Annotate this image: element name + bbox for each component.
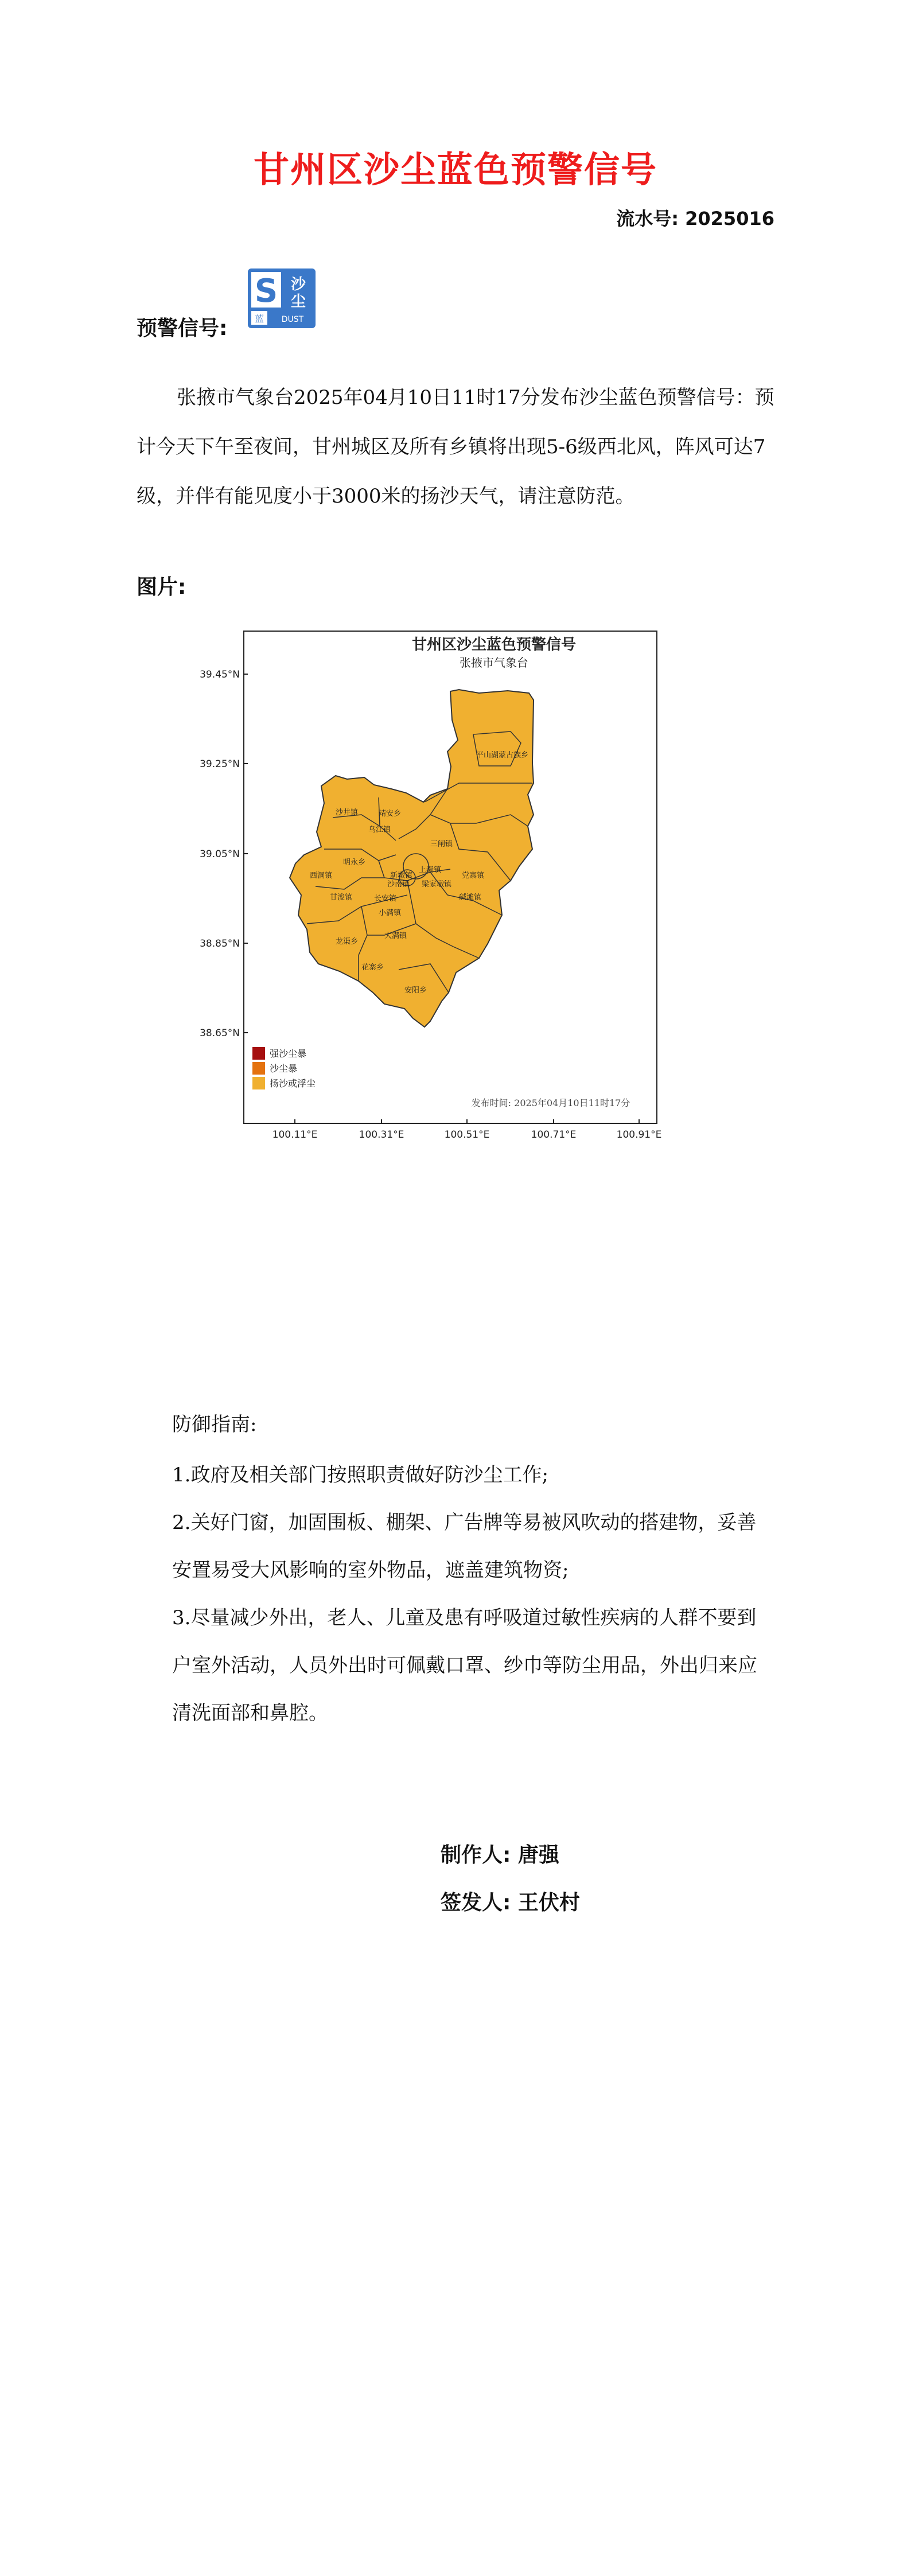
town-label: 三闸镇 bbox=[430, 840, 453, 849]
lon-tick: 100.31°E bbox=[359, 1129, 404, 1141]
producer: 制作人: 唐强 bbox=[441, 1843, 559, 1867]
lon-tick: 100.51°E bbox=[444, 1129, 490, 1141]
town-label: 靖安乡 bbox=[379, 810, 402, 818]
icon-badge-left: 蓝 bbox=[254, 313, 264, 324]
lat-tick: 39.25°N bbox=[200, 758, 240, 770]
lon-tick: 100.11°E bbox=[272, 1129, 318, 1141]
icon-badge-right: DUST bbox=[281, 315, 304, 324]
icon-text-bottom: 尘 bbox=[290, 293, 306, 310]
lat-tick: 39.45°N bbox=[200, 669, 240, 680]
issuer: 签发人: 王伏村 bbox=[441, 1891, 580, 1915]
publish-time: 发布时间: 2025年04月10日11时17分 bbox=[471, 1098, 630, 1108]
lon-tick: 100.91°E bbox=[616, 1129, 662, 1141]
legend-swatch bbox=[252, 1077, 265, 1089]
signal-label: 预警信号: bbox=[137, 317, 228, 340]
legend-label: 沙尘暴 bbox=[270, 1063, 298, 1074]
town-label: 平山湖蒙古族乡 bbox=[476, 751, 529, 760]
map-subtitle: 张掖市气象台 bbox=[460, 656, 528, 670]
town-label: 西洞镇 bbox=[310, 871, 333, 880]
lat-tick: 38.85°N bbox=[200, 938, 240, 950]
town-label: 沙南镇 bbox=[387, 880, 410, 889]
town-label: 花寨乡 bbox=[361, 963, 384, 972]
guide-item: 3.尽量减少外出，老人、儿童及患有呼吸道过敏性疾病的人群不要到户室外活动，人员外出时可佩戴口罩、纱巾等防尘用品，外出归来应清洗面部和鼻腔。 bbox=[172, 1606, 757, 1725]
town-label: 甘浚镇 bbox=[330, 893, 353, 902]
map-title: 甘州区沙尘蓝色预警信号 bbox=[411, 636, 577, 653]
town-label: 乌江镇 bbox=[368, 826, 391, 834]
lat-tick: 39.05°N bbox=[200, 849, 240, 860]
town-label: 大满镇 bbox=[384, 932, 407, 940]
legend-label: 扬沙或浮尘 bbox=[270, 1078, 316, 1089]
dust-blue-warning-icon bbox=[248, 269, 316, 328]
town-label: 长安镇 bbox=[374, 894, 397, 903]
lon-tick: 100.71°E bbox=[531, 1129, 577, 1141]
town-label: 碱滩镇 bbox=[459, 893, 482, 902]
town-label: 沙井镇 bbox=[336, 808, 359, 817]
icon-letter: S bbox=[254, 273, 278, 310]
town-label: 新墩镇 bbox=[390, 871, 413, 880]
image-label: 图片: bbox=[137, 575, 186, 599]
icon-text-top: 沙 bbox=[290, 276, 306, 293]
legend-swatch bbox=[252, 1047, 265, 1060]
serial-number: 流水号: 2025016 bbox=[616, 208, 774, 229]
town-label: 小满镇 bbox=[379, 909, 402, 917]
guide-item: 1.政府及相关部门按照职责做好防沙尘工作; bbox=[172, 1464, 548, 1487]
town-label: 明永乡 bbox=[343, 858, 366, 867]
town-label: 龙渠乡 bbox=[336, 937, 359, 946]
warning-body-text: 张掖市气象台2025年04月10日11时17分发布沙尘蓝色预警信号：预计今天下午至夜间，甘州城区及所有乡镇将出现5-6级西北风，阵风可达7级，并伴有能见度小于3000米的扬沙天气，请注意防范。 bbox=[137, 386, 774, 508]
guide-title: 防御指南: bbox=[172, 1413, 257, 1436]
lat-tick: 38.65°N bbox=[200, 1028, 240, 1039]
page-title: 甘州区沙尘蓝色预警信号 bbox=[253, 149, 657, 190]
town-label: 梁家墩镇 bbox=[422, 880, 452, 889]
warning-map bbox=[189, 625, 665, 1142]
legend-label: 强沙尘暴 bbox=[270, 1048, 307, 1059]
legend-swatch bbox=[252, 1062, 265, 1075]
guide-item: 2.关好门窗，加固围板、棚架、广告牌等易被风吹动的搭建物，妥善安置易受大风影响的室外物品，遮盖建筑物资; bbox=[172, 1511, 757, 1582]
town-label: 安阳乡 bbox=[404, 986, 427, 995]
town-label: 上秦镇 bbox=[419, 866, 442, 874]
town-label: 党寨镇 bbox=[462, 871, 485, 880]
